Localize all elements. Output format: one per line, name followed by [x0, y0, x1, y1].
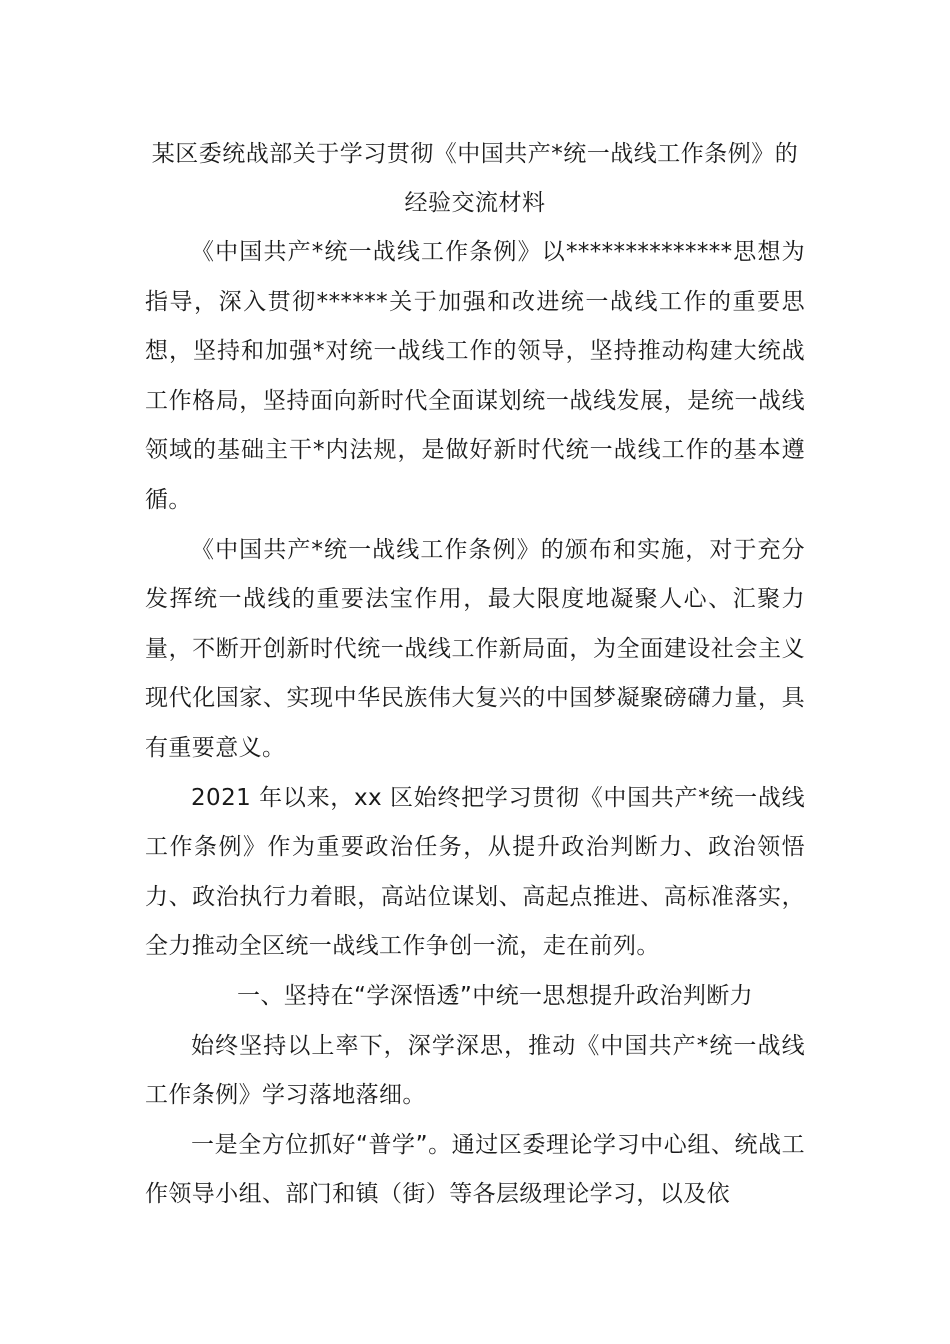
paragraph-point-one: 一是全方位抓好“普学”。通过区委理论学习中心组、统战工作领导小组、部门和镇（街）等各层级理论学习，以及依 [145, 1131, 805, 1208]
paragraph-section-lead: 始终坚持以上率下，深学深思，推动《中国共产*统一战线工作条例》学习落地落细。 [145, 1032, 805, 1109]
title-line-1: 某区委统战部关于学习贯彻《中国共产*统一战线工作条例》的 [151, 141, 799, 167]
title-line-2: 经验交流材料 [404, 190, 546, 216]
paragraph-intro: 《中国共产*统一战线工作条例》以**************思想为指导，深入贯彻******关于加强和改进统一战线工作的重要思想，坚持和加强*对统一战线工作的领导，坚持推动构建大统战工作格局，坚持面向新时代全面谋划统一战线发展，是统一战线领域的基础主干*内法规，是做好新时代统一战线工作的基本遵循。 [145, 239, 805, 513]
paragraph-since-2021: 2021 年以来，xx 区始终把学习贯彻《中国共产*统一战线工作条例》作为重要政治任务，从提升政治判断力、政治领悟力、政治执行力着眼，高站位谋划、高起点推进、高标准落实，全力推动全区统一战线工作争创一流，走在前列。 [145, 784, 805, 960]
document-page [145, 130, 805, 1220]
paragraph-significance: 《中国共产*统一战线工作条例》的颁布和实施，对于充分发挥统一战线的重要法宝作用，最大限度地凝聚人心、汇聚力量，不断开创新时代统一战线工作新局面，为全面建设社会主义现代化国家、实现中华民族伟大复兴的中国梦凝聚磅礴力量，具有重要意义。 [145, 536, 805, 761]
section-heading-1: 一、坚持在“学深悟透”中统一思想提升政治判断力 [237, 982, 754, 1009]
document-title [145, 130, 805, 228]
